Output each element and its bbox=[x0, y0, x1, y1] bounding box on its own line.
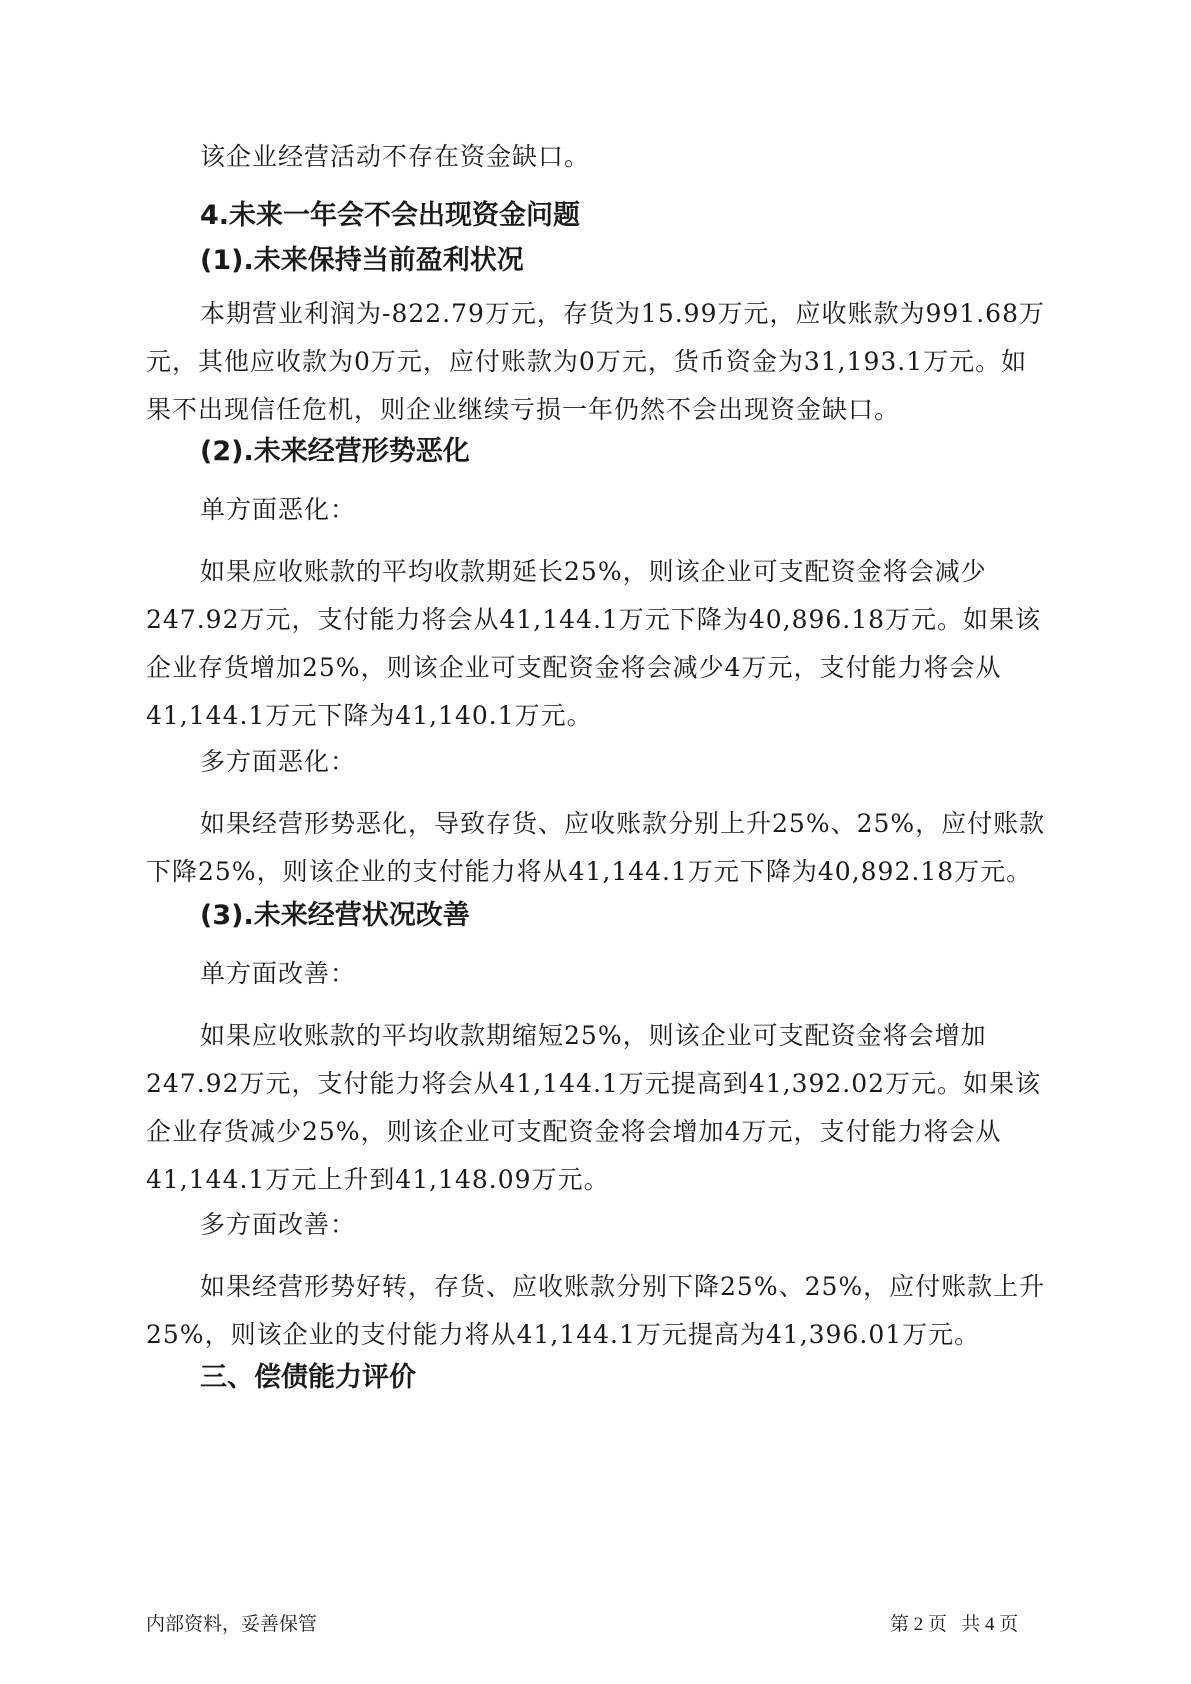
paragraph-funding-gap: 该企业经营活动不存在资金缺口。 bbox=[200, 142, 591, 171]
footer-page-number: 第 2 页 共 4 页 bbox=[890, 1614, 1019, 1635]
section-heading-solvency: 三、偿债能力评价 bbox=[200, 1362, 416, 1393]
subheading-deterioration: (2).未来经营形势恶化 bbox=[200, 436, 470, 467]
paragraph-single-deterioration-label: 单方面恶化： bbox=[200, 495, 357, 524]
subheading-improvement: (3).未来经营状况改善 bbox=[200, 900, 470, 931]
paragraph-multi-deterioration-label: 多方面恶化： bbox=[200, 747, 357, 776]
paragraph-current-profit: 本期营业利润为-822.79万元，存货为15.99万元，应收账款为991.68万元，其他应收款为0万元，应付账款为0万元，货币资金为31,193.1万元。如果不出现信任危机，则企业继续亏损一年仍然不会出现资金缺口。 bbox=[146, 299, 1045, 424]
paragraph-single-improvement-label: 单方面改善： bbox=[200, 959, 357, 988]
subheading-current-profit: (1).未来保持当前盈利状况 bbox=[200, 245, 524, 276]
paragraph-single-deterioration: 如果应收账款的平均收款期延长25%，则该企业可支配资金将会减少247.92万元，支付能力将会从41,144.1万元下降为40,896.18万元。如果该企业存货增加25%，则该企业可支配资金将会减少4万元，支付能力将会从41,144.1万元下降为41,140.1万元。 bbox=[146, 557, 1042, 730]
paragraph-multi-deterioration: 如果经营形势恶化，导致存货、应收账款分别上升25%、25%，应付账款下降25%，则该企业的支付能力将从41,144.1万元下降为40,892.18万元。 bbox=[146, 809, 1046, 886]
footer-confidential-note: 内部资料，妥善保管 bbox=[146, 1614, 318, 1635]
paragraph-single-improvement: 如果应收账款的平均收款期缩短25%，则该企业可支配资金将会增加247.92万元，支付能力将会从41,144.1万元提高到41,392.02万元。如果该企业存货减少25%，则该企业可支配资金将会增加4万元，支付能力将会从41,144.1万元上升到41,148.09万元。 bbox=[146, 1021, 1042, 1194]
section-heading-future-funding: 4.未来一年会不会出现资金问题 bbox=[200, 200, 581, 231]
paragraph-multi-improvement: 如果经营形势好转，存货、应收账款分别下降25%、25%，应付账款上升25%，则该企业的支付能力将从41,144.1万元提高为41,396.01万元。 bbox=[146, 1272, 1046, 1349]
paragraph-multi-improvement-label: 多方面改善： bbox=[200, 1210, 357, 1239]
